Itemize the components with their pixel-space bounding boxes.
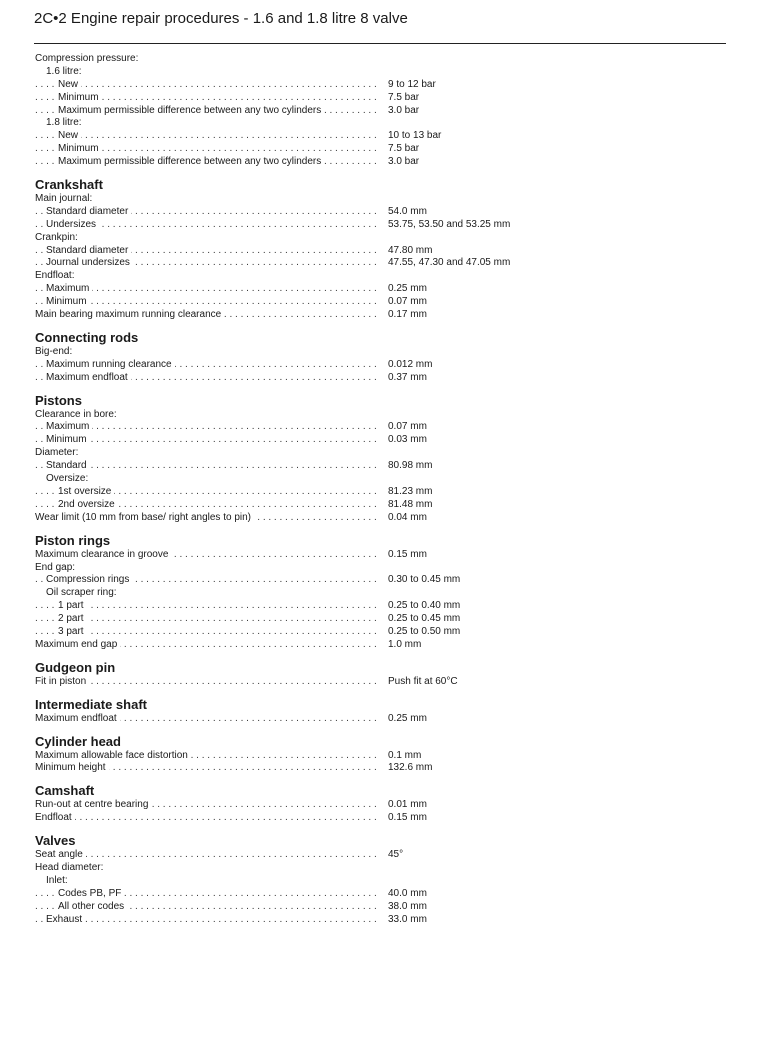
section-title: Intermediate shaft xyxy=(35,696,147,712)
spec-label: Minimum height . . . xyxy=(35,762,376,775)
spec-section xyxy=(35,53,735,169)
spec-row xyxy=(35,676,735,689)
section-title: Cylinder head xyxy=(35,733,121,749)
spec-row xyxy=(35,549,735,562)
spec-label: Crankpin: xyxy=(35,232,376,245)
spec-row xyxy=(35,92,735,105)
spec-row xyxy=(35,812,735,825)
spec-row xyxy=(35,193,735,206)
spec-section xyxy=(35,393,735,525)
spec-row xyxy=(35,245,735,258)
spec-label: Compression pressure: xyxy=(35,53,376,66)
spec-row xyxy=(35,862,735,875)
section-title: Gudgeon pin xyxy=(35,659,116,675)
spec-label: Minimum . . . xyxy=(35,296,376,309)
section-title: Camshaft xyxy=(35,783,95,799)
spec-row xyxy=(35,587,735,600)
spec-label: Minimum . . . xyxy=(35,143,376,156)
spec-label: End gap: xyxy=(35,562,376,575)
spec-row xyxy=(35,270,735,283)
spec-value: 47.55, 47.30 and 47.05 mm xyxy=(388,257,511,269)
spec-row xyxy=(35,562,735,575)
spec-row xyxy=(35,143,735,156)
spec-row xyxy=(35,359,735,372)
spec-section xyxy=(35,734,735,776)
spec-label: Standard diameter . . . xyxy=(35,245,376,258)
spec-row xyxy=(35,434,735,447)
page-header xyxy=(34,9,726,44)
spec-row xyxy=(35,460,735,473)
spec-row xyxy=(35,639,735,652)
spec-value: 45° xyxy=(388,849,404,861)
spec-value: 0.15 mm xyxy=(388,812,427,824)
spec-row xyxy=(35,713,735,726)
spec-value: 47.80 mm xyxy=(388,244,433,256)
spec-value: Push fit at 60°C xyxy=(388,675,458,687)
spec-label: Maximum allowable face distortion . . . xyxy=(35,750,376,763)
spec-row xyxy=(35,849,735,862)
spec-row xyxy=(35,512,735,525)
spec-value: 10 to 13 bar xyxy=(388,130,442,142)
spec-label: Minimum . . . xyxy=(35,92,376,105)
spec-label: 1.8 litre: xyxy=(35,117,376,130)
section-title: Piston rings xyxy=(35,532,111,548)
spec-value: 0.25 to 0.50 mm xyxy=(388,625,461,637)
spec-label: Big-end: xyxy=(35,346,376,359)
spec-label: Maximum end gap . . . xyxy=(35,639,376,652)
spec-section xyxy=(35,833,735,926)
spec-label: Endfloat: xyxy=(35,270,376,283)
spec-row xyxy=(35,499,735,512)
spec-label: Oil scraper ring: xyxy=(35,587,376,600)
spec-value: 1.0 mm xyxy=(388,638,422,650)
spec-value: 3.0 bar xyxy=(388,156,420,168)
spec-row xyxy=(35,283,735,296)
spec-row xyxy=(35,409,735,422)
spec-row xyxy=(35,257,735,270)
spec-row xyxy=(35,613,735,626)
spec-row xyxy=(35,156,735,169)
spec-value: 0.17 mm xyxy=(388,309,427,321)
spec-row xyxy=(35,901,735,914)
spec-value: 81.23 mm xyxy=(388,485,433,497)
spec-value: 0.25 to 0.40 mm xyxy=(388,600,461,612)
spec-label: Oversize: xyxy=(35,473,376,486)
spec-value: 0.15 mm xyxy=(388,548,427,560)
spec-label: Maximum endfloat . . . xyxy=(35,372,376,385)
spec-value: 0.07 mm xyxy=(388,296,427,308)
spec-label: Main bearing maximum running clearance . . . xyxy=(35,309,376,322)
spec-label: Standard diameter . . . xyxy=(35,206,376,219)
spec-value: 81.48 mm xyxy=(388,498,433,510)
spec-label: Diameter: xyxy=(35,447,376,460)
spec-label: Inlet: xyxy=(35,875,376,888)
spec-value: 40.0 mm xyxy=(388,887,427,899)
spec-label: Journal undersizes . . . xyxy=(35,257,376,270)
spec-label: Endfloat . . . xyxy=(35,812,376,825)
spec-row xyxy=(35,626,735,639)
spec-value: 9 to 12 bar xyxy=(388,78,436,90)
spec-label: 2nd oversize . . . xyxy=(35,499,376,512)
spec-value: 132.6 mm xyxy=(388,762,433,774)
spec-section xyxy=(35,533,735,652)
spec-row xyxy=(35,232,735,245)
spec-label: New . . . xyxy=(35,130,376,143)
spec-value: 0.01 mm xyxy=(388,799,427,811)
spec-label: Maximum . . . xyxy=(35,283,376,296)
spec-content xyxy=(35,53,735,931)
spec-value: 0.25 mm xyxy=(388,283,427,295)
section-title: Crankshaft xyxy=(35,177,103,193)
spec-label: Seat angle . . . xyxy=(35,849,376,862)
spec-row xyxy=(35,473,735,486)
spec-row xyxy=(35,762,735,775)
spec-label: Head diameter: xyxy=(35,862,376,875)
spec-row xyxy=(35,105,735,118)
spec-row xyxy=(35,79,735,92)
spec-label: Codes PB, PF . . . xyxy=(35,888,376,901)
spec-value: 7.5 bar xyxy=(388,91,420,103)
spec-row xyxy=(35,486,735,499)
spec-label: Maximum endfloat . . . xyxy=(35,713,376,726)
spec-row xyxy=(35,875,735,888)
spec-section xyxy=(35,177,735,322)
spec-value: 54.0 mm xyxy=(388,205,427,217)
spec-value: 0.07 mm xyxy=(388,421,427,433)
spec-label: Standard . . . xyxy=(35,460,376,473)
spec-label: Main journal: xyxy=(35,193,376,206)
spec-value: 0.25 mm xyxy=(388,712,427,724)
spec-value: 80.98 mm xyxy=(388,460,433,472)
spec-value: 0.03 mm xyxy=(388,434,427,446)
spec-section xyxy=(35,330,735,385)
spec-label: Clearance in bore: xyxy=(35,409,376,422)
spec-value: 0.30 to 0.45 mm xyxy=(388,574,461,586)
spec-row xyxy=(35,309,735,322)
spec-label: 1st oversize . . . xyxy=(35,486,376,499)
spec-section xyxy=(35,783,735,825)
spec-row xyxy=(35,600,735,613)
spec-label: 3 part . . . xyxy=(35,626,376,639)
spec-row xyxy=(35,421,735,434)
spec-label: Maximum permissible difference between any two cylinders . . . xyxy=(35,105,376,118)
spec-row xyxy=(35,117,735,130)
spec-row xyxy=(35,574,735,587)
spec-row xyxy=(35,296,735,309)
spec-label: Minimum . . . xyxy=(35,434,376,447)
spec-label: Fit in piston . . . xyxy=(35,676,376,689)
spec-row xyxy=(35,206,735,219)
spec-row xyxy=(35,66,735,79)
spec-label: Compression rings . . . xyxy=(35,574,376,587)
spec-value: 53.75, 53.50 and 53.25 mm xyxy=(388,218,511,230)
section-title: Valves xyxy=(35,833,76,849)
spec-label: New . . . xyxy=(35,79,376,92)
spec-label: Undersizes . . . xyxy=(35,219,376,232)
spec-label: Run-out at centre bearing . . . xyxy=(35,799,376,812)
spec-section xyxy=(35,660,735,689)
spec-value: 0.25 to 0.45 mm xyxy=(388,613,461,625)
spec-label: Maximum permissible difference between any two cylinders . . . xyxy=(35,156,376,169)
spec-row xyxy=(35,914,735,927)
spec-value: 0.012 mm xyxy=(388,358,433,370)
spec-label: Maximum clearance in groove . . . xyxy=(35,549,376,562)
spec-value: 0.1 mm xyxy=(388,749,422,761)
spec-section xyxy=(35,697,735,726)
spec-label: Maximum . . . xyxy=(35,421,376,434)
spec-row xyxy=(35,219,735,232)
spec-row xyxy=(35,53,735,66)
spec-value: 3.0 bar xyxy=(388,104,420,116)
spec-row xyxy=(35,799,735,812)
spec-label: Maximum running clearance . . . xyxy=(35,359,376,372)
spec-row xyxy=(35,888,735,901)
spec-value: 0.04 mm xyxy=(388,511,427,523)
spec-row xyxy=(35,346,735,359)
section-title: Connecting rods xyxy=(35,329,139,345)
spec-value: 33.0 mm xyxy=(388,913,427,925)
spec-label: Exhaust . . . xyxy=(35,914,376,927)
spec-row xyxy=(35,130,735,143)
spec-label: All other codes . . . xyxy=(35,901,376,914)
spec-row xyxy=(35,750,735,763)
spec-value: 38.0 mm xyxy=(388,900,427,912)
spec-label: 1.6 litre: xyxy=(35,66,376,79)
spec-value: 7.5 bar xyxy=(388,143,420,155)
spec-row xyxy=(35,372,735,385)
spec-label: 1 part . . . xyxy=(35,600,376,613)
section-title: Pistons xyxy=(35,392,82,408)
spec-value: 0.37 mm xyxy=(388,371,427,383)
page-title: 2C•2 Engine repair procedures - 1.6 and 1.8 litre 8 valve xyxy=(34,10,408,27)
spec-row xyxy=(35,447,735,460)
spec-label: 2 part . . . xyxy=(35,613,376,626)
spec-label: Wear limit (10 mm from base/ right angles to pin) . . . xyxy=(35,512,376,525)
